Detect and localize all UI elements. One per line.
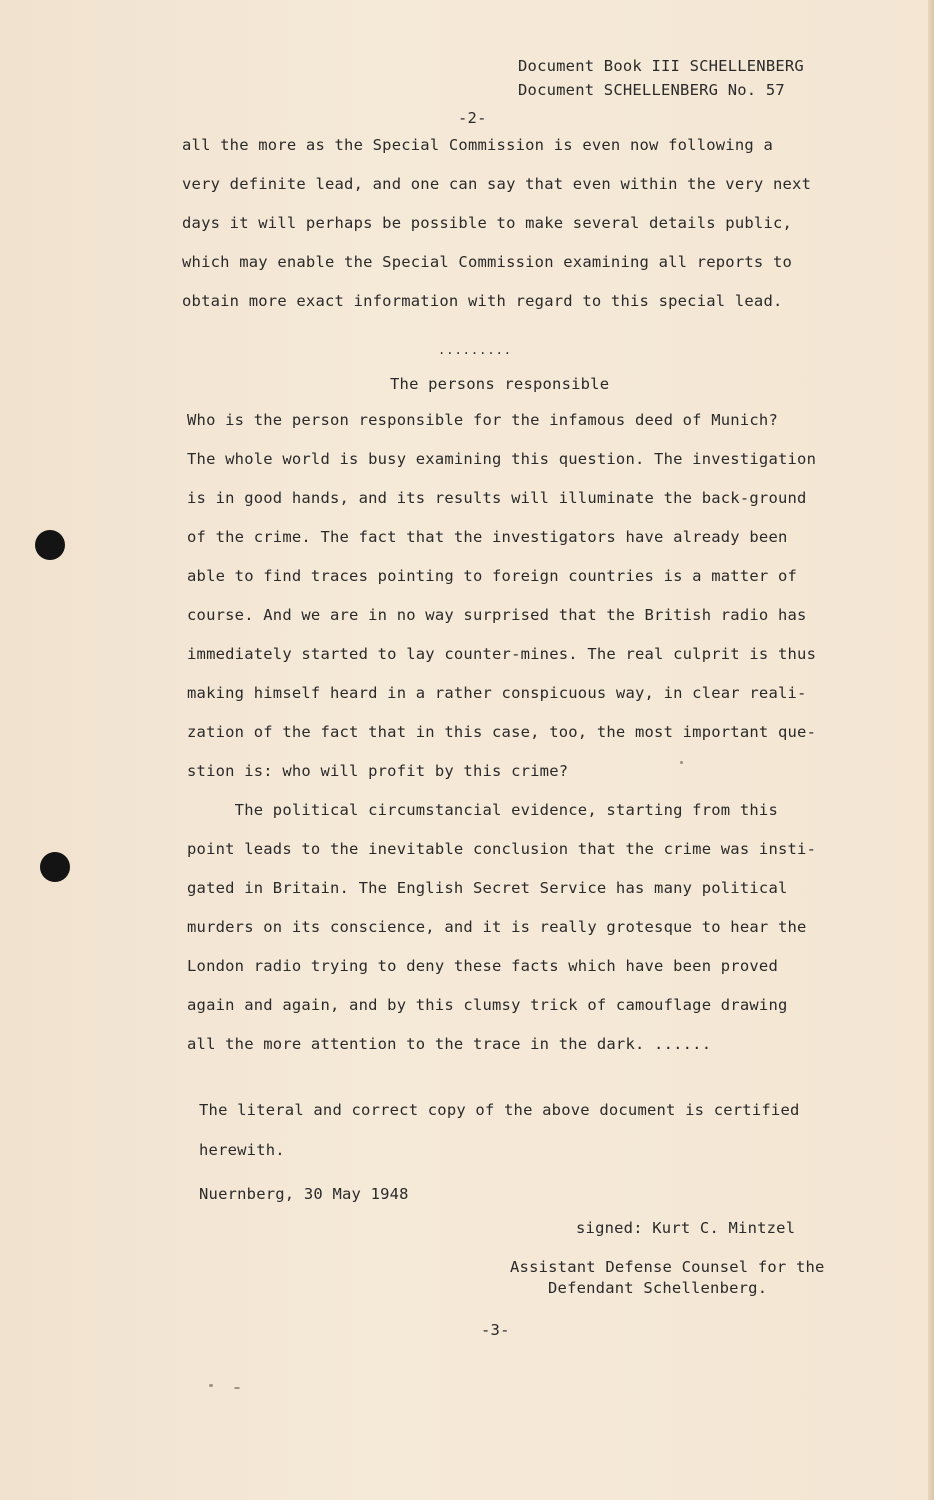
text-line: all the more attention to the trace in the dark. ...... bbox=[187, 1035, 712, 1053]
paper-speck bbox=[680, 761, 683, 764]
text-line: zation of the fact that in this case, too, the most important que- bbox=[187, 723, 817, 741]
separator-dots: ......... bbox=[438, 343, 513, 357]
text-line: is in good hands, and its results will illuminate the back-ground bbox=[187, 489, 807, 507]
text-line: of the crime. The fact that the investigators have already been bbox=[187, 528, 788, 546]
text-line: London radio trying to deny these facts which have been proved bbox=[187, 957, 778, 975]
text-line: Who is the person responsible for the infamous deed of Munich? bbox=[187, 411, 778, 429]
text-line: again and again, and by this clumsy trick of camouflage drawing bbox=[187, 996, 788, 1014]
certification-statement bbox=[199, 1100, 839, 1180]
paper-speck bbox=[234, 1387, 240, 1389]
document-book-header: Document Book III SCHELLENBERG bbox=[518, 57, 804, 75]
signature-line: signed: Kurt C. Mintzel bbox=[576, 1219, 796, 1237]
text-line: stion is: who will profit by this crime? bbox=[187, 762, 569, 780]
text-line: which may enable the Special Commission examining all reports to bbox=[182, 253, 793, 271]
text-line: gated in Britain. The English Secret Service has many political bbox=[187, 879, 788, 897]
text-line: days it will perhaps be possible to make several details public, bbox=[182, 214, 793, 232]
punch-hole bbox=[40, 852, 70, 882]
signer-title-continued: Defendant Schellenberg. bbox=[548, 1279, 768, 1297]
text-line: herewith. bbox=[199, 1141, 285, 1159]
text-line: murders on its conscience, and it is really grotesque to hear the bbox=[187, 918, 807, 936]
text-line: obtain more exact information with regard to this special lead. bbox=[182, 292, 783, 310]
text-line: immediately started to lay counter-mines. The real culprit is thus bbox=[187, 645, 817, 663]
text-line: The whole world is busy examining this question. The investigation bbox=[187, 450, 817, 468]
page-number-top: -2- bbox=[458, 109, 487, 127]
punch-hole bbox=[35, 530, 65, 560]
text-line: course. And we are in no way surprised that the British radio has bbox=[187, 606, 807, 624]
section-heading: The persons responsible bbox=[390, 375, 610, 393]
text-line: The literal and correct copy of the above document is certified bbox=[199, 1101, 800, 1119]
paragraph-continuation bbox=[182, 135, 832, 330]
text-line: very definite lead, and one can say that even within the very next bbox=[182, 175, 812, 193]
text-line: point leads to the inevitable conclusion that the crime was insti- bbox=[187, 840, 817, 858]
text-line: making himself heard in a rather conspicuous way, in clear reali- bbox=[187, 684, 807, 702]
text-line: able to find traces pointing to foreign countries is a matter of bbox=[187, 567, 798, 585]
paper-speck bbox=[209, 1384, 213, 1387]
document-number-header: Document SCHELLENBERG No. 57 bbox=[518, 81, 785, 99]
place-and-date: Nuernberg, 30 May 1948 bbox=[199, 1185, 409, 1203]
page-edge bbox=[928, 0, 934, 1500]
text-line: The political circumstancial evidence, starting from this bbox=[187, 801, 778, 819]
page-number-bottom: -3- bbox=[481, 1321, 510, 1339]
text-line: all the more as the Special Commission is even now following a bbox=[182, 136, 773, 154]
paragraph-persons-responsible bbox=[187, 410, 847, 1073]
signer-title: Assistant Defense Counsel for the bbox=[510, 1258, 825, 1276]
